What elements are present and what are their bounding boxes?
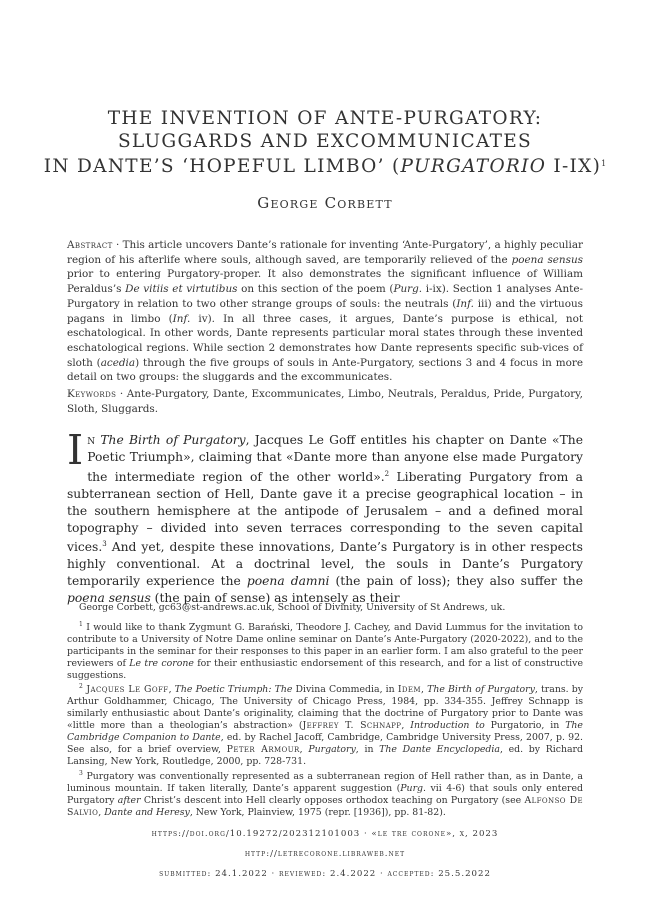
footnote-italic: after <box>117 794 141 806</box>
footnote-text: Purgatorio <box>484 720 542 732</box>
title-italic: PURGATORIO <box>400 156 547 177</box>
abstract-text: iii) and the virtuous pagans in limbo ( <box>67 297 583 325</box>
submission-dates: submitted: 24.1.2022 · reviewed: 2.4.2022 · accepted: 25.5.2022 <box>159 869 491 879</box>
footnote-text: I would like to thank Zygmunt G. Barański, Theodore J. Cachey, and David Lummus for the invitation to contribute to a University of Notre Dame online seminar on Dante’s Ante-Purgatory (2020-2022), and to the participants in the seminar for their responses to this paper in an earlier form. I am also grateful to the peer reviewers of <box>67 621 583 669</box>
journal-url[interactable]: http://letrecorone.libraweb.net <box>244 849 406 859</box>
body-text: (the pain of loss); they also suffer the <box>329 574 583 589</box>
keywords <box>67 387 583 416</box>
footnote-italic: Dante and Heresy <box>104 806 190 818</box>
abstract-sep: · <box>112 239 123 251</box>
abstract-text: prior to entering Purgatory-proper. It also demonstrates the significant influence of William Peraldus’s <box>67 268 583 296</box>
footnote-2 <box>67 681 583 767</box>
footnote-mark: 2 <box>79 683 83 691</box>
footnote-italic: Purg. <box>400 782 426 794</box>
footnote-text: , ed. by Rachel Jacoff, Cambridge, Cambridge University Press, 2007, p. 92. See also, for a brief overview, <box>67 732 583 755</box>
body-italic: poena damni <box>246 574 330 589</box>
lead-in: n <box>87 433 96 447</box>
abstract-italic: poena sensus <box>511 253 583 266</box>
footnote-italic: Purgatory <box>308 743 356 755</box>
book-title: The Birth of Purgatory <box>95 433 246 447</box>
article-title <box>40 108 610 179</box>
footnote-author: Peter Armour <box>226 743 300 755</box>
footnote-text: Purgatory was conventionally represented as a subterranean region of Hell rather than, as in Dante, a luminous mountain. If taken literally, Dante’s apparent suggestion ( <box>67 770 583 794</box>
title-note-mark[interactable]: 1 <box>601 159 607 168</box>
footnote-mark: 3 <box>79 769 83 777</box>
footnote-text: for their enthusiastic endorsement of this research, and for a list of constructive suggestions. <box>67 657 583 681</box>
footnote-ref-2[interactable]: 2 <box>384 469 390 478</box>
footnote-text: , in <box>541 720 566 732</box>
abstract-text: ) through the five groups of souls in Ante-Purgatory, sections 3 and 4 focus in more detail on two groups: the sluggards and the excommunicates. <box>67 356 583 384</box>
footnote-italic: The Cambridge Companion to Dante <box>67 720 583 744</box>
title-line-3-end: I-IX) <box>546 156 602 177</box>
footnote-italic: The Birth of Purgatory <box>427 684 535 696</box>
abstract-italic: Purg. <box>393 283 423 296</box>
footnote-text: Divina Commedia <box>292 684 380 696</box>
keywords-list: Ante-Purgatory, Dante, Excommunicates, Limbo, Neutrals, Peraldus, Pride, Purgatory, Sloth, Sluggards. <box>67 388 583 415</box>
footnote-italic: The Dante Encyclopedia <box>379 743 500 755</box>
abstract-italic: acedia <box>100 356 136 369</box>
footnote-text: , ed. by Richard Lansing, New York, Routledge, 2000, pp. 728-731. <box>67 743 584 767</box>
footnote-text: , in <box>355 743 380 755</box>
drop-cap: I <box>67 426 84 474</box>
footnote-text: Christ’s descent into Hell clearly opposes orthodox teaching on Purgatory (see <box>140 794 525 806</box>
footnote-text: , trans. by Arthur Goldhammer, Chicago, The University of Chicago Press, 1984, pp. 334-355. Jeffrey Schnapp is similarly enthusiastic about Dante’s originality, claiming that the doctrine of Purgatory prior to Dante was «little more than a theologian’s abstraction» ( <box>67 684 583 732</box>
keywords-label: Keywords <box>67 388 117 400</box>
footnote-mark: 1 <box>79 620 83 628</box>
title-line-1: THE INVENTION OF ANTE-PURGATORY: <box>107 108 543 129</box>
abstract-label: Abstract <box>67 239 113 251</box>
footnote-text: vii 4-6) that souls only entered Purgatory <box>67 782 584 806</box>
footnote-text: , <box>168 684 175 696</box>
footnote-text: , <box>299 743 309 755</box>
keywords-sep: · <box>116 388 127 400</box>
body-italic: poena sensus <box>67 591 151 606</box>
footnote-italic: Introduction to <box>410 720 485 732</box>
footnotes <box>67 602 583 818</box>
body-paragraph <box>67 426 583 607</box>
abstract-text: i-ix). Section 1 analyses Ante-Purgatory in relation to two other strange groups of souls: the neutrals ( <box>67 283 584 310</box>
body-text: , Jacques Le Goff entitles his chapter on Dante «The Poetic Triumph», claiming that «Dante more than anyone else made Purgatory the intermediate region of the other world». <box>87 433 583 484</box>
body-text: (the pain of sense) as intensely as their <box>150 591 400 606</box>
footnote-3 <box>67 768 583 819</box>
author-affiliation: George Corbett, gc63@st-andrews.ac.uk, School of Divinity, University of St Andrews, uk. <box>79 602 506 613</box>
abstract-text: iv). In all three cases, it argues, Dante’s purpose is ethical, not eschatological. In other words, Dante represents particular moral states through these invented eschatological regions. While section 2 demonstrates how Dante represents specific sub-vices of sloth ( <box>67 312 583 369</box>
abstract-text: This article uncovers Dante’s rationale for inventing ‘Ante-Purgatory’, a highly peculiar region of his afterlife where souls, although saved, are temporarily relieved of the <box>67 239 583 266</box>
abstract-italic: De vitiis et virtutibus <box>125 283 238 296</box>
abstract-text: on this section of the poem ( <box>237 283 394 296</box>
body-text: And yet, despite these innovations, Dante’s Purgatory is in other respects highly conventional. At a doctrinal level, the souls in Dante’s Purgatory temporarily experience the <box>67 540 583 589</box>
footnote-text: , <box>421 684 428 696</box>
abstract <box>67 238 583 385</box>
footnote-text: , <box>98 806 105 818</box>
title-line-3-text: IN DANTE’S ‘HOPEFUL LIMBO’ ( <box>43 156 401 177</box>
body-text: Liberating Purgatory from a subterranean section of Hell, Dante gave it a precise geographical location – in the southern hemisphere at the antipode of Jerusalem – and a defined moral topography – divided into seven terraces corresponding to the seven capital vices. <box>67 469 583 555</box>
footnote-author: Jacques Le Goff <box>82 684 169 696</box>
title-line-3 <box>40 153 610 179</box>
footnote-author: Idem <box>397 684 421 696</box>
author-name: George Corbett <box>257 194 393 212</box>
footnote-italic: Le tre corone <box>129 657 194 669</box>
footnote-text: , <box>401 720 411 732</box>
footnote-italic: The Poetic Triumph: The <box>174 684 293 696</box>
footnote-ref-3[interactable]: 3 <box>102 540 107 549</box>
doi-link[interactable]: https://doi.org/10.19272/202312101003 · «le tre corone», x, 2023 <box>151 829 499 839</box>
abstract-italic: Inf. <box>456 297 474 310</box>
footnote-author: Alfonso De Salvio <box>67 794 584 818</box>
footnote-1 <box>67 619 583 682</box>
footnote-text: , New York, Plainview, 1975 (repr. [1936]), pp. 81-82). <box>189 806 446 818</box>
abstract-italic: Inf. <box>172 312 191 325</box>
footnote-author: Jeffrey T. Schnapp <box>302 720 402 732</box>
title-line-2: SLUGGARDS AND EXCOMMUNICATES <box>117 130 533 152</box>
footnote-text: , in <box>379 684 398 696</box>
